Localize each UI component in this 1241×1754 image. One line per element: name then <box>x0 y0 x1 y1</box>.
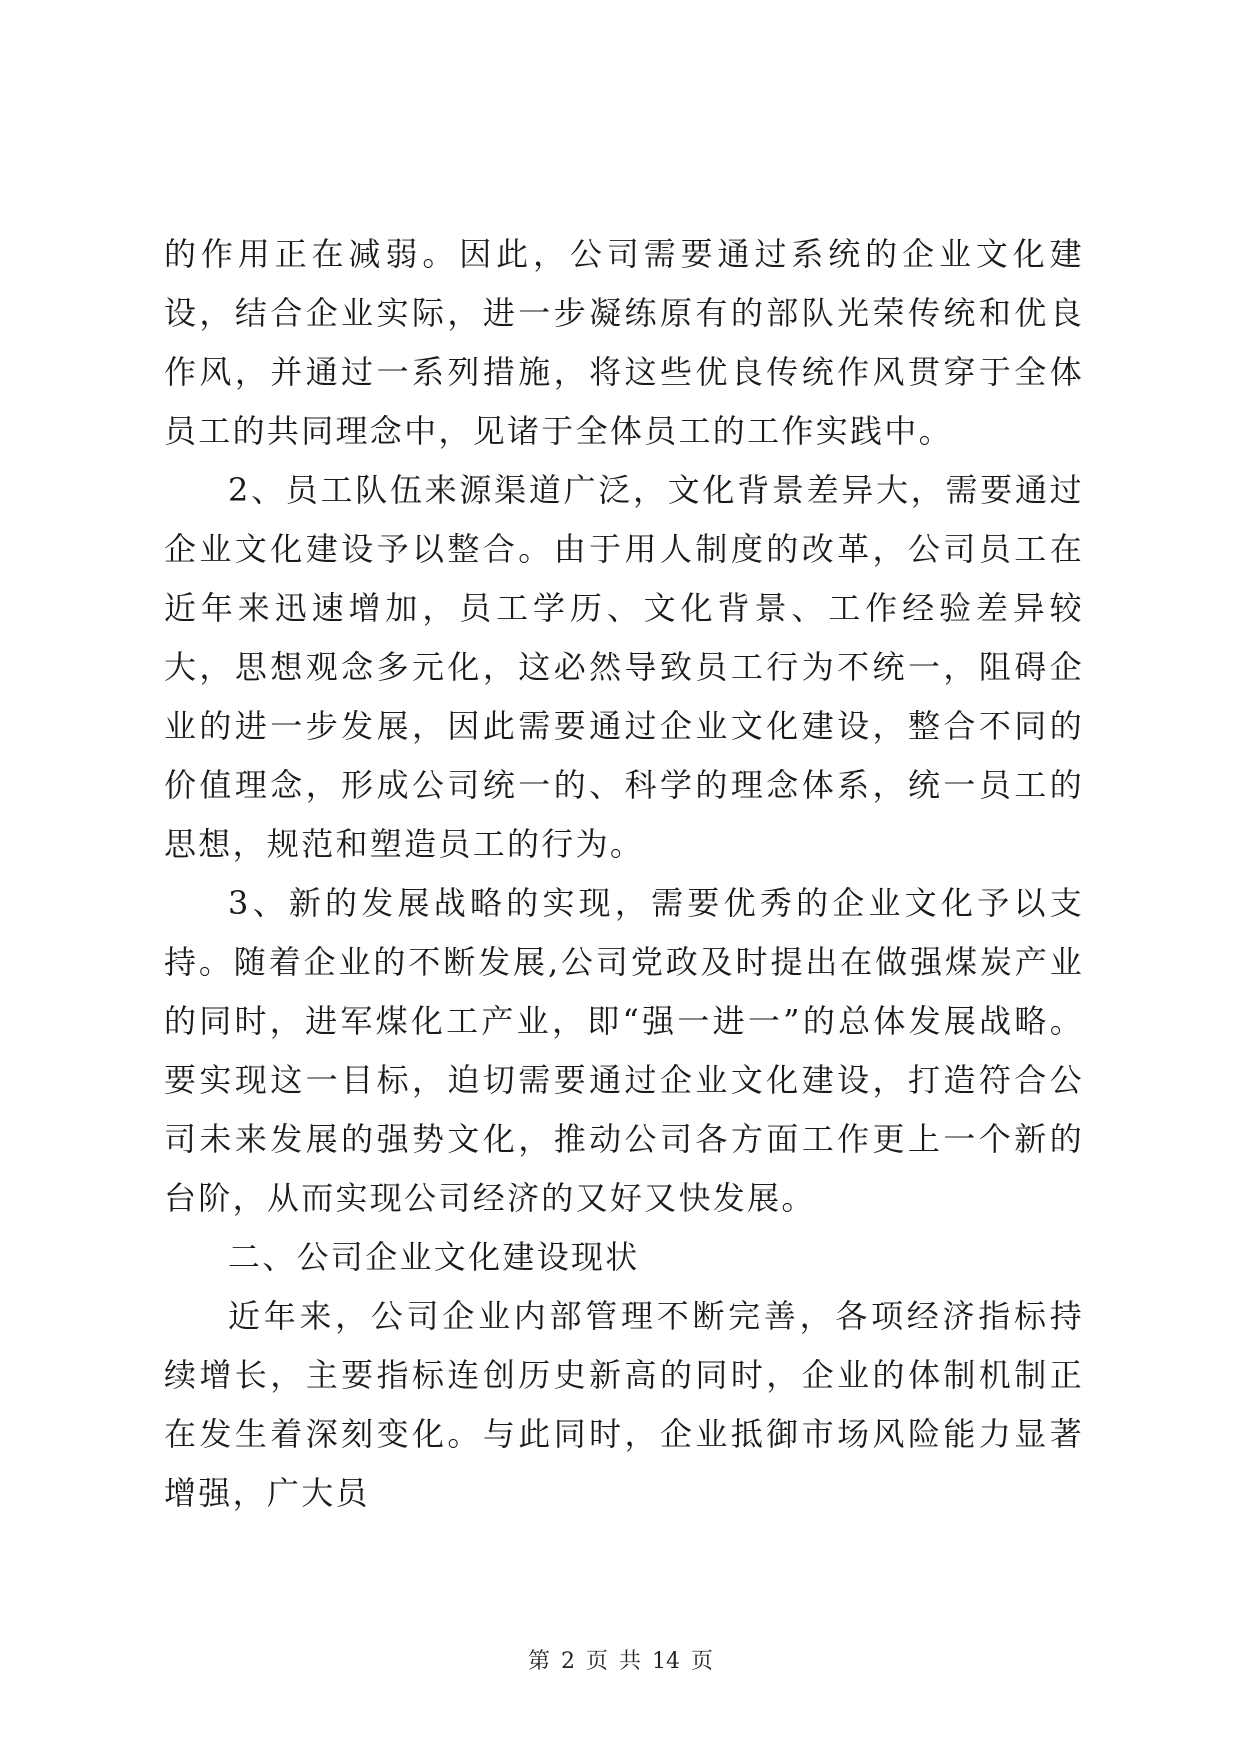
paragraph-continuation: 的作用正在减弱。因此，公司需要通过系统的企业文化建设，结合企业实际，进一步凝练原有的部队光荣传统和优良作风，并通过一系列措施，将这些优良传统作风贯穿于全体员工的共同理念中，见诸于全体员工的工作实践中。 <box>164 235 1084 450</box>
paragraph-point-3: 3、新的发展战略的实现，需要优秀的企业文化予以支持。随着企业的不断发展,公司党政及时提出在做强煤炭产业的同时，进军煤化工产业，即“强一进一”的总体发展战略。要实现这一目标，迫切需要通过企业文化建设，打造符合公司未来发展的强势文化，推动公司各方面工作更上一个新的台阶，从而实现公司经济的又好又快发展。 <box>164 884 1084 1217</box>
page-number-footer: 第 2 页 共 14 页 <box>528 1649 713 1674</box>
section-heading-2: 二、公司企业文化建设现状 <box>228 1238 640 1276</box>
paragraph-current-status: 近年来，公司企业内部管理不断完善，各项经济指标持续增长，主要指标连创历史新高的同时，企业的体制机制正在发生着深刻变化。与此同时，企业抵御市场风险能力显著增强，广大员 <box>164 1297 1084 1512</box>
paragraph-point-2: 2、员工队伍来源渠道广泛，文化背景差异大，需要通过企业文化建设予以整合。由于用人制度的改革，公司员工在近年来迅速增加，员工学历、文化背景、工作经验差异较大，思想观念多元化，这必然导致员工行为不统一，阻碍企业的进一步发展，因此需要通过企业文化建设，整合不同的价值理念，形成公司统一的、科学的理念体系，统一员工的思想，规范和塑造员工的行为。 <box>164 471 1084 863</box>
document-body <box>164 225 1084 1523</box>
